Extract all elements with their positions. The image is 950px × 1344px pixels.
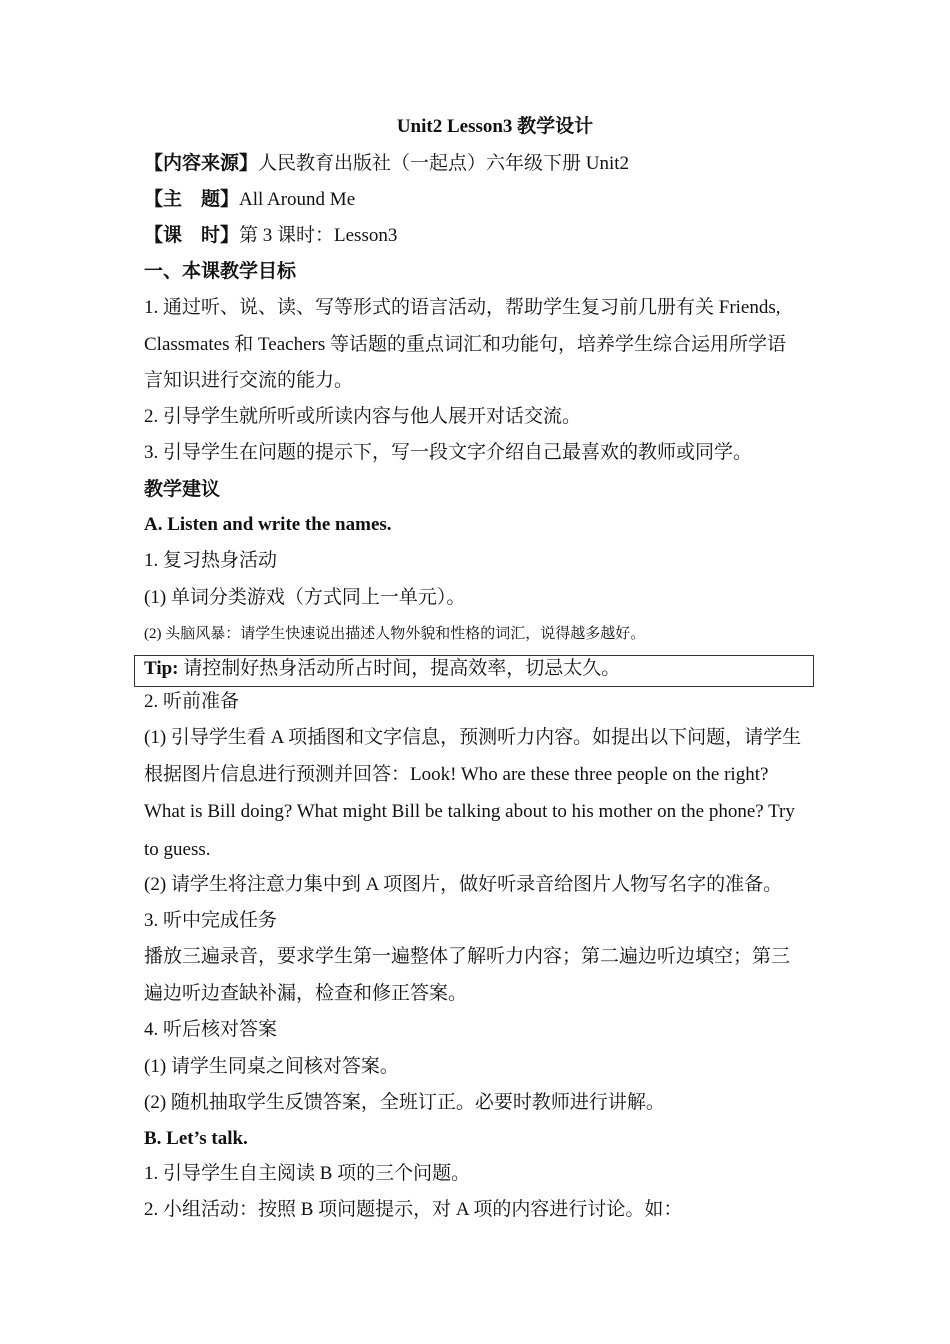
a2-2: (2) 请学生将注意力集中到 A 项图片，做好听录音给图片人物写名字的准备。 [144,874,783,895]
a2-1-line3: What is Bill doing? What might Bill be talking about to his mother on the phone? Try [144,801,795,822]
a2-1-line4: to guess. [144,839,211,860]
tip-line [144,657,620,681]
tip-box [134,655,814,687]
doc-title: Unit2 Lesson3 教学设计 [396,116,594,137]
tip-text: 请控制好热身活动所占时间，提高效率，切忌太久。 [178,658,621,679]
goal1-line3: 言知识进行交流的能力。 [144,370,354,391]
meta-period [144,223,397,248]
a1-2: (2) 头脑风暴：请学生快速说出描述人物外貌和性格的词汇，说得越多越好。 [144,626,646,642]
a1-1: (1) 单词分类游戏（方式同上一单元）。 [144,587,466,608]
goal2: 2. 引导学生就所听或所读内容与他人展开对话交流。 [144,406,582,427]
a4: 4. 听后核对答案 [144,1019,278,1040]
a3: 3. 听中完成任务 [144,910,278,931]
meta-period-label: 【课 时】 [144,224,240,246]
meta-period-value: 第 3 课时：Lesson3 [239,225,398,246]
meta-topic-label: 【主 题】 [144,188,240,210]
a3-line2: 遍边听边查缺补漏，检查和修正答案。 [144,983,468,1004]
meta-source-value: 人民教育出版社（一起点）六年级下册 Unit2 [258,153,630,174]
goal1-line1: 1. 通过听、说、读、写等形式的语言活动，帮助学生复习前几册有关 Friends, [144,297,781,318]
a2-1-line1: (1) 引导学生看 A 项插图和文字信息，预测听力内容。如提出以下问题，请学生 [144,727,802,748]
a2-1-line2: 根据图片信息进行预测并回答：Look! Who are these three people on the right? [144,764,769,785]
meta-topic [144,187,355,212]
section2-heading: 教学建议 [144,478,221,500]
b2: 2. 小组活动：按照 B 项问题提示，对 A 项的内容进行讨论。如： [144,1199,683,1220]
a1: 1. 复习热身活动 [144,550,278,571]
goal3: 3. 引导学生在问题的提示下，写一段文字介绍自己最喜欢的教师或同学。 [144,442,753,463]
tip-label: Tip: [144,658,179,679]
partB-heading: B. Let’s talk. [144,1128,248,1149]
partA-heading: A. Listen and write the names. [144,514,392,535]
a4-1: (1) 请学生同桌之间核对答案。 [144,1056,399,1077]
meta-source-label: 【内容来源】 [144,152,259,174]
goal1-line2: Classmates 和 Teachers 等话题的重点词汇和功能句，培养学生综合运用所学语 [144,334,786,355]
b1: 1. 引导学生自主阅读 B 项的三个问题。 [144,1163,471,1184]
a3-line1: 播放三遍录音，要求学生第一遍整体了解听力内容；第二遍边听边填空；第三 [144,946,791,967]
a2: 2. 听前准备 [144,691,240,712]
a4-2: (2) 随机抽取学生反馈答案，全班订正。必要时教师进行讲解。 [144,1092,665,1113]
section1-heading: 一、本课教学目标 [144,260,297,282]
meta-source [144,151,629,176]
meta-topic-value: All Around Me [239,189,356,210]
